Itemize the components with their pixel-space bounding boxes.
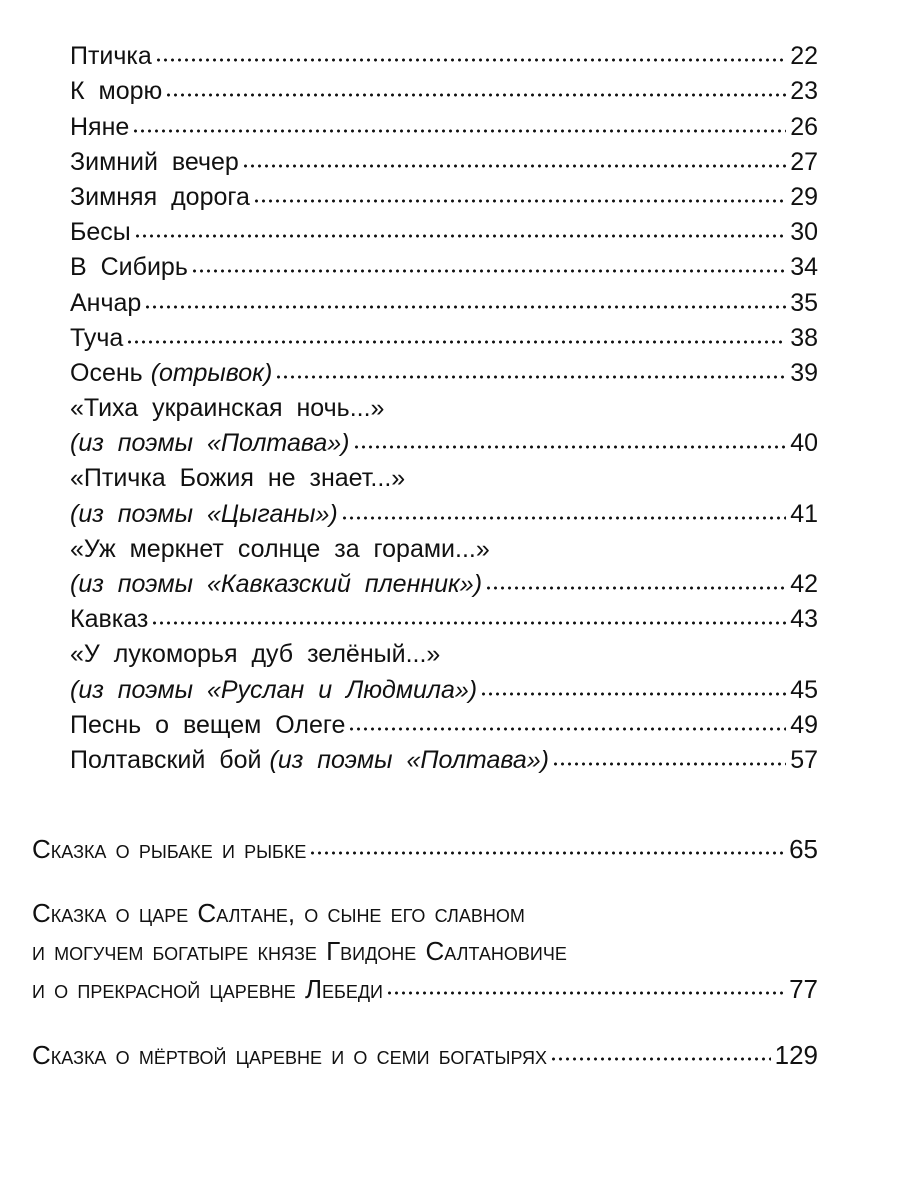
toc-entry[interactable] bbox=[70, 353, 818, 388]
page-number: 39 bbox=[790, 358, 818, 387]
page-number: 27 bbox=[790, 147, 818, 176]
tale-title: Сказка о рыбаке и рыбке bbox=[32, 834, 307, 864]
dot-leader bbox=[191, 267, 786, 275]
tale-line bbox=[32, 1032, 818, 1070]
dot-leader bbox=[132, 127, 786, 135]
entry-title: Анчар bbox=[70, 288, 142, 317]
entry-title: В Сибирь bbox=[70, 253, 188, 282]
toc-entry[interactable] bbox=[70, 740, 818, 775]
toc-entry[interactable] bbox=[70, 282, 818, 317]
toc-entry[interactable] bbox=[70, 564, 818, 599]
page-number: 40 bbox=[790, 429, 818, 458]
dot-leader bbox=[353, 443, 787, 451]
entry-subtitle: (отрывок) bbox=[150, 358, 273, 387]
entry-title: Песнь о вещем Олеге bbox=[70, 710, 346, 739]
tale-line bbox=[32, 826, 818, 864]
entry-title: «Тиха украинская ночь...» bbox=[70, 394, 385, 423]
poems-list bbox=[70, 36, 818, 775]
page-number: 57 bbox=[790, 745, 818, 774]
entry-title: «Птичка Божия не знает...» bbox=[70, 464, 406, 493]
toc-entry[interactable] bbox=[70, 318, 818, 353]
dot-leader bbox=[341, 514, 786, 522]
tale-line bbox=[32, 966, 818, 1004]
toc-entry[interactable] bbox=[70, 142, 818, 177]
dot-leader bbox=[144, 303, 786, 311]
page-number: 35 bbox=[790, 288, 818, 317]
dot-leader bbox=[165, 91, 786, 99]
page-number: 26 bbox=[790, 112, 818, 141]
dot-leader bbox=[253, 197, 786, 205]
toc-entry[interactable] bbox=[70, 634, 818, 669]
toc-entry[interactable] bbox=[70, 599, 818, 634]
dot-leader bbox=[348, 725, 786, 733]
page-number: 77 bbox=[789, 974, 818, 1004]
dot-leader bbox=[275, 373, 786, 381]
dot-leader bbox=[550, 1055, 771, 1063]
entry-subtitle: (из поэмы «Кавказский пленник») bbox=[70, 570, 483, 598]
page-number: 38 bbox=[790, 323, 818, 352]
dot-leader bbox=[309, 849, 785, 857]
page-number: 34 bbox=[790, 253, 818, 282]
dot-leader bbox=[480, 690, 786, 698]
entry-subtitle: (из поэмы «Цыганы») bbox=[70, 499, 338, 528]
tale-title: Сказка о царе Салтане, о сыне его славном bbox=[32, 898, 525, 928]
page-number: 42 bbox=[790, 570, 818, 598]
entry-subtitle: (из поэмы «Руслан и Людмила») bbox=[70, 675, 478, 704]
entry-title: Осень bbox=[70, 358, 143, 387]
entry-title: Полтавский бой bbox=[70, 745, 262, 774]
page-number: 22 bbox=[790, 42, 818, 71]
dot-leader bbox=[126, 338, 786, 346]
entry-title: Бесы bbox=[70, 218, 131, 247]
page-number: 129 bbox=[774, 1040, 818, 1070]
entry-title: «У лукоморья дуб зелёный...» bbox=[70, 640, 441, 669]
tale-entry-3[interactable] bbox=[32, 1032, 818, 1070]
toc-entry[interactable] bbox=[70, 212, 818, 247]
entry-title: Зимняя дорога bbox=[70, 182, 250, 211]
page-number: 45 bbox=[790, 675, 818, 704]
tale-title: Сказка о мёртвой царевне и о семи богатырях bbox=[32, 1040, 548, 1070]
toc-entry[interactable] bbox=[70, 71, 818, 106]
toc-entry[interactable] bbox=[70, 529, 818, 564]
page-number: 41 bbox=[790, 499, 818, 528]
toc-entry[interactable] bbox=[70, 669, 818, 704]
page-number: 29 bbox=[790, 182, 818, 211]
toc-entry[interactable] bbox=[70, 493, 818, 528]
dot-leader bbox=[134, 232, 786, 240]
entry-title: Птичка bbox=[70, 42, 152, 71]
toc-entry[interactable] bbox=[70, 388, 818, 423]
entry-subtitle: (из поэмы «Полтава») bbox=[70, 429, 350, 458]
toc-entry[interactable] bbox=[70, 36, 818, 71]
tale-line bbox=[32, 928, 818, 966]
toc-entry[interactable] bbox=[70, 177, 818, 212]
entry-title: К морю bbox=[70, 77, 163, 106]
entry-title: Кавказ bbox=[70, 605, 149, 634]
entry-title: «Уж меркнет солнце за горами...» bbox=[70, 534, 490, 563]
toc-entry[interactable] bbox=[70, 705, 818, 740]
tale-entry-2[interactable] bbox=[32, 890, 818, 1004]
entry-subtitle: (из поэмы «Полтава») bbox=[269, 745, 550, 774]
dot-leader bbox=[386, 989, 785, 997]
dot-leader bbox=[242, 162, 786, 170]
dot-leader bbox=[151, 619, 786, 627]
tale-line bbox=[32, 890, 818, 928]
toc-entry[interactable] bbox=[70, 423, 818, 458]
dot-leader bbox=[485, 584, 786, 592]
toc-entry[interactable] bbox=[70, 247, 818, 282]
page-number: 65 bbox=[789, 834, 818, 864]
page-number: 49 bbox=[790, 710, 818, 739]
entry-title: Зимний вечер bbox=[70, 147, 239, 176]
entry-title: Няне bbox=[70, 112, 130, 141]
tale-entry-1[interactable] bbox=[32, 826, 818, 864]
page-number: 23 bbox=[790, 77, 818, 106]
toc-entry[interactable] bbox=[70, 106, 818, 141]
entry-title: Туча bbox=[70, 323, 124, 352]
page-number: 43 bbox=[790, 605, 818, 634]
dot-leader bbox=[552, 760, 786, 768]
toc-entry[interactable] bbox=[70, 458, 818, 493]
tale-title: и могучем богатыре князе Гвидоне Салтановиче bbox=[32, 936, 567, 966]
dot-leader bbox=[155, 56, 786, 64]
page-number: 30 bbox=[790, 218, 818, 247]
tale-title: и о прекрасной царевне Лебеди bbox=[32, 974, 383, 1004]
